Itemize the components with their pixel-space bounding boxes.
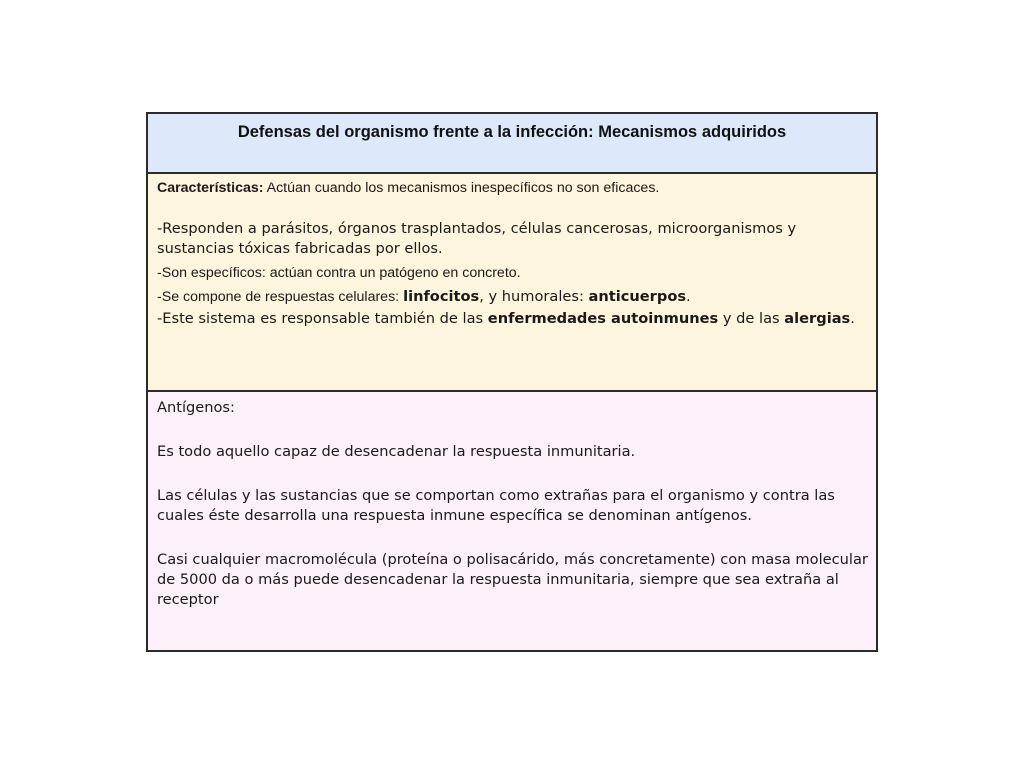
content-table bbox=[146, 112, 878, 652]
compone-end-text: . bbox=[686, 288, 691, 305]
especificos-paragraph: -Son específicos: actúan contra un patógeno en concreto. bbox=[157, 265, 521, 281]
compone-pre-text: -Se compone de respuestas celulares: bbox=[157, 289, 404, 305]
antigenos-row bbox=[147, 391, 877, 651]
autoinmunes-term: enfermedades autoinmunes bbox=[487, 310, 719, 327]
antigenos-cell bbox=[147, 391, 877, 651]
antigenos-content bbox=[148, 392, 876, 610]
caracteristicas-row bbox=[147, 173, 877, 391]
anticuerpos-term: anticuerpos bbox=[588, 288, 687, 305]
caracteristicas-cell bbox=[147, 173, 877, 391]
caracteristicas-content bbox=[148, 174, 876, 329]
table-title: Defensas del organismo frente a la infección: Mecanismos adquiridos bbox=[237, 123, 787, 141]
antigenos-paragraph-3: Casi cualquier macromolécula (proteína o polisacárido, más concretamente) con masa molecular de 5000 da o más puede desencadenar la respuesta inmunitaria, siempre que sea extraña al receptor bbox=[157, 551, 868, 608]
alergias-term: alergias bbox=[784, 310, 851, 327]
linfocitos-term: linfocitos bbox=[403, 288, 480, 305]
sistema-paragraph bbox=[157, 309, 868, 329]
compone-mid-text: , y humorales: bbox=[479, 288, 589, 305]
antigenos-paragraph-1: Es todo aquello capaz de desencadenar la respuesta inmunitaria. bbox=[157, 443, 636, 460]
title-row bbox=[147, 113, 877, 173]
title-cell bbox=[147, 113, 877, 173]
antigenos-label: Antígenos: bbox=[157, 399, 235, 416]
antigenos-paragraph-2: Las células y las sustancias que se comportan como extrañas para el organismo y contra las cuales éste desarrolla una respuesta inmune específica se denominan antígenos. bbox=[157, 487, 835, 524]
sistema-pre-text: -Este sistema es responsable también de las bbox=[157, 310, 488, 327]
sistema-mid-text: y de las bbox=[718, 310, 785, 327]
caracteristicas-intro-text: Actúan cuando los mecanismos inespecíficos no son eficaces. bbox=[263, 180, 660, 196]
caracteristicas-intro bbox=[157, 178, 868, 198]
caracteristicas-label: Características: bbox=[157, 180, 264, 196]
sistema-end-text: . bbox=[850, 310, 855, 327]
compone-paragraph bbox=[157, 287, 868, 307]
responden-paragraph: -Responden a parásitos, órganos trasplantados, células cancerosas, microorganismos y sustancias tóxicas fabricadas por ellos. bbox=[157, 220, 797, 257]
